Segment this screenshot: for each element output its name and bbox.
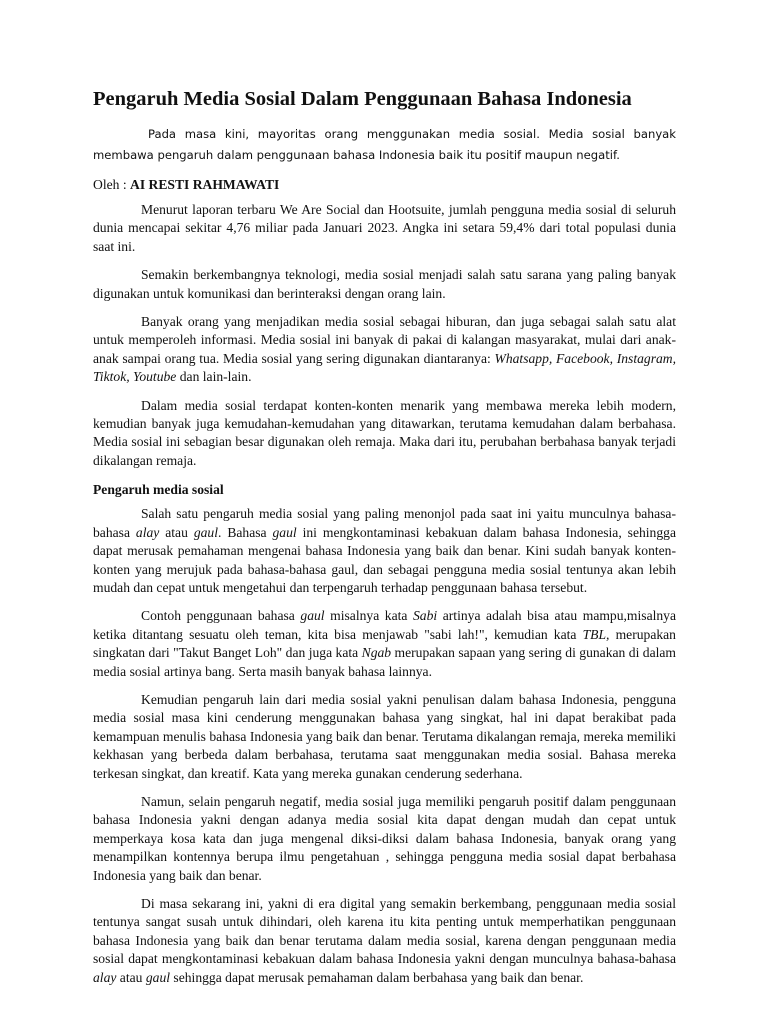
paragraph-1: Menurut laporan terbaru We Are Social dan Hootsuite, jumlah pengguna media sosial di seluruh dunia mencapai sekitar 4,76 miliar pada Januari 2023. Angka ini setara 59,4% dari total populasi dunia saat ini. [93, 202, 676, 254]
paragraph-6-italic: gaul [300, 608, 325, 624]
paragraph-8: Namun, selain pengaruh negatif, media sosial juga memiliki pengaruh positif dalam penggunaan bahasa Indonesia yakni dengan adanya media sosial kita dapat dengan mudah dan cepat untuk memperkaya kosa kata dan juga mengenal diksi-diksi dalam bahasa Indonesia, banyak orang yang menampilkan kontennya berupa ilmu pengetahuan , sehingga pengguna media sosial dapat berbahasa Indonesia yang baik dan benar. [93, 793, 676, 883]
paragraph-6-text: Contoh penggunaan bahasa [141, 608, 301, 624]
paragraph-3-italic: Whatsapp, Facebook, Instagram, Tiktok, Youtube [93, 350, 676, 385]
author-name: AI RESTI RAHMAWATI [130, 177, 280, 192]
paragraph-6 [93, 607, 676, 681]
paragraph-9-italic: alay [93, 969, 117, 985]
paragraph-5-text: ini mengkontaminasi kebakuan dalam bahasa Indonesia, sehingga dapat merusak pemahaman mengenai bahasa Indonesia yang baik dan benar. Kini sudah banyak konten-konten yang merujuk pada bahasa-bahasa gaul, dan sebagai pengguna media sosial tentunya akan lebih mudah dan cepat untuk mengetahui dan terpengaruh terhadap penggunaan bahasa tersebut. [93, 524, 676, 595]
paragraph-5-text: . Bahasa [218, 524, 273, 540]
paragraph-9-text: sehingga dapat merusak pemahaman dalam berbahasa yang baik dan benar. [170, 969, 584, 985]
document-title: Pengaruh Media Sosial Dalam Penggunaan Bahasa Indonesia [93, 88, 632, 110]
section-heading: Pengaruh media sosial [93, 482, 224, 498]
paragraph-3-text: dan lain-lain. [176, 369, 252, 385]
paragraph-2: Semakin berkembangnya teknologi, media sosial menjadi salah satu sarana yang paling banyak digunakan untuk komunikasi dan berinteraksi dengan orang lain. [93, 267, 676, 301]
paragraph-4: Dalam media sosial terdapat konten-konten menarik yang membawa mereka lebih modern, kemudian banyak juga kemudahan-kemudahan yang ditawarkan, terutama kemudahan dalam berbahasa. Media sosial ini sebagian besar digunakan oleh remaja. Maka dari itu, perubahan berbahasa banyak terjadi dikalangan remaja. [93, 397, 676, 468]
paragraph-5-text: atau [159, 524, 194, 540]
paragraph-7: Kemudian pengaruh lain dari media sosial yakni penulisan dalam bahasa Indonesia, pengguna media sosial masa kini cenderung menggunakan bahasa yang singkat, hal ini dapat berakibat pada kemampuan menulis bahasa Indonesia yang baik dan benar. Terutama dikalangan remaja, mereka memiliki kekhasan yang berbeda dalam berbahasa, terutama saat menggunakan media sosial. Bahasa mereka terkesan singkat, dan kreatif. Kata yang mereka gunakan cenderung sederhana. [93, 691, 676, 781]
paragraph-6-italic: Ngab [361, 645, 392, 661]
paragraph-6-italic: TBL, [582, 626, 610, 642]
paragraph-5-italic: alay [135, 524, 160, 540]
author-line [93, 175, 676, 195]
paragraph-5-text: Salah satu pengaruh media sosial yang paling menonjol pada saat ini yaitu munculnya bahasa-bahasa [93, 506, 676, 540]
paragraph-9 [93, 895, 676, 987]
paragraph-9-text: atau [116, 969, 146, 985]
abstract: Pada masa kini, mayoritas orang menggunakan media sosial. Media sosial banyak membawa pengaruh dalam penggunaan bahasa Indonesia baik itu positif maupun negatif. [93, 127, 676, 162]
paragraph-5-italic: gaul [193, 524, 218, 540]
paragraph-6-text: artinya adalah bisa atau mampu,misalnya ketika ditantang sesuatu oleh teman, kita bisa menjawab "sabi lah!", kemudian kata [93, 608, 677, 642]
author-label: Oleh : [93, 177, 130, 192]
paragraph-5-italic: gaul [272, 524, 297, 540]
paragraph-6-text: merupakan singkatan dari "Takut Banget Loh" dan juga kata [93, 626, 676, 661]
paragraph-3 [93, 313, 676, 387]
paragraph-6-italic: Sabi [413, 608, 438, 624]
paragraph-9-italic: gaul [145, 969, 171, 985]
paragraph-3-text: Banyak orang yang menjadikan media sosial sebagai hiburan, dan juga sebagai salah satu alat untuk memperoleh informasi. Media sosial ini banyak di pakai di kalangan masyarakat, mulai dari anak-anak sampai orang tua. Media sosial yang sering digunakan diantaranya: [93, 314, 676, 366]
paragraph-6-text: merupakan sapaan yang sering di gunakan di dalam media sosial artinya bang. Serta masih banyak bahasa lainnya. [93, 645, 676, 679]
paragraph-9-text: Di masa sekarang ini, yakni di era digital yang semakin berkembang, penggunaan media sosial tentunya sangat susah untuk dihindari, oleh karena itu kita penting untuk memperhatikan penggunaan bahasa Indonesia yang baik dan benar terutama dalam media sosial, karena dengan penggunaan media sosial dapat mengkontaminasi kebakuan dalam bahasa Indonesia yakni dengan munculnya bahasa-bahasa [93, 896, 676, 967]
paragraph-6-text: misalnya kata [324, 608, 413, 624]
paragraph-5 [93, 505, 676, 597]
